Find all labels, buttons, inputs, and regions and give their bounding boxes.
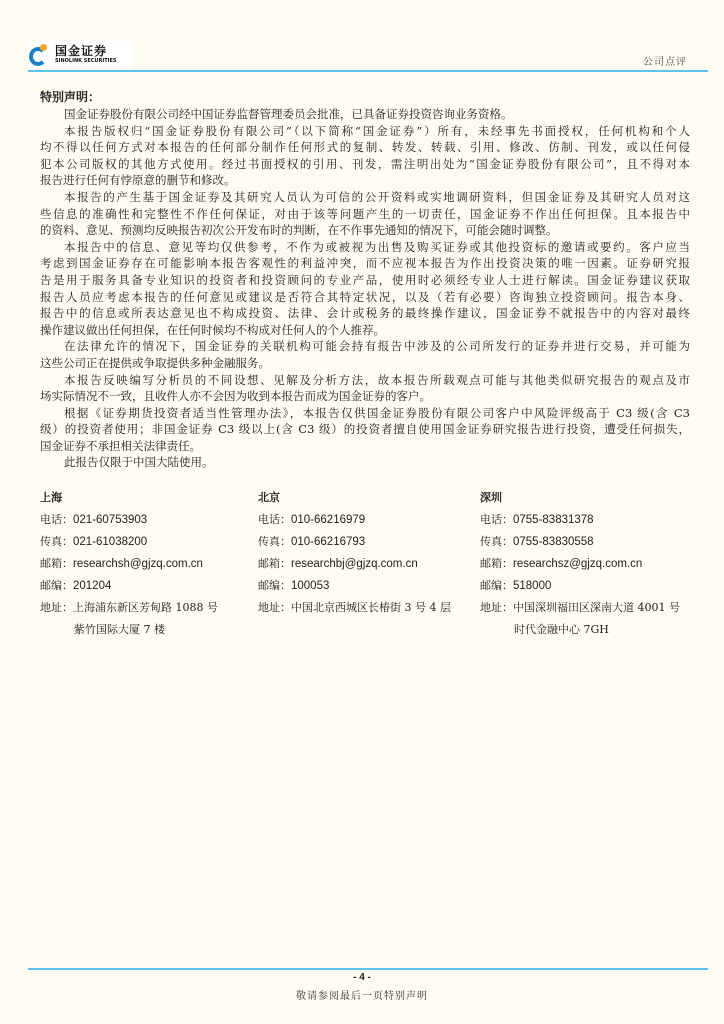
office-contact-block: [480, 489, 680, 643]
office-email-row: [40, 555, 218, 577]
paragraph-line: 些信息的准确性和完整性不作任何保证，对由于该等问题产生的一切责任，国金证券不作出任何担保。且本报告中: [40, 206, 690, 221]
office-fax-label: 传真：: [480, 535, 513, 548]
logo-mark-icon: [29, 43, 51, 67]
footer-rule: [28, 968, 708, 970]
header-rule: [28, 70, 708, 72]
paragraph-line: 告是用于服务具备专业知识的投资者和投资顾问的专业产品，使用时必须经专业人士进行解读。国金证券建议获取: [40, 272, 690, 287]
office-fax: 0755-83830558: [513, 536, 594, 548]
disclaimer-paragraph: [40, 372, 690, 405]
office-fax-row: [480, 533, 680, 555]
footer-note: 敬请参阅最后一页特别声明: [296, 991, 428, 1002]
office-address-label: 地址：: [480, 601, 513, 614]
office-address-row: [40, 599, 218, 621]
logo-en-text: SINOLINK SECURITIES: [55, 58, 117, 64]
office-zip-label: 邮编：: [480, 579, 513, 592]
paragraph-line: 报告中的信息或所表达意见也不构成投资、法律、会计或税务的最终操作建议，国金证券不就报告中的内容对最终: [40, 306, 690, 321]
office-phone-row: [40, 511, 218, 533]
disclaimer-paragraph: [40, 123, 690, 189]
paragraph-line: 的资料、意见、预测均反映报告初次公开发布时的判断，在不作事先通知的情况下，可能会随时调整。: [40, 223, 558, 238]
paragraph-line: 根据《证券期货投资者适当性管理办法》，本报告仅供国金证券股份有限公司客户中风险评级高于 C3 级(含 C3: [64, 405, 690, 420]
paragraph-line: 本报告中的信息、意见等均仅供参考，不作为或被视为出售及购买证券或其他投资标的邀请或要约。客户应当: [64, 239, 690, 254]
office-address-row: [258, 599, 451, 621]
office-city: 北京: [258, 491, 280, 504]
office-fax-row: [40, 533, 218, 555]
office-email-label: 邮箱：: [40, 557, 73, 570]
office-fax-row: [258, 533, 451, 555]
office-address-row: [480, 599, 680, 621]
office-zip: 201204: [73, 580, 112, 592]
paragraph-line: 考虑到国金证券存在可能影响本报告客观性的利益冲突，而不应视本报告为作出投资决策的唯一因素。证券研究报: [40, 256, 690, 271]
paragraph-line: 操作建议做出任何担保，在任何时候均不构成对任何人的个人推荐。: [40, 322, 385, 337]
office-phone: 010-66216979: [291, 514, 366, 526]
disclaimer-paragraph: [40, 454, 690, 471]
paragraph-line: 本报告反映编写分析员的不同设想、见解及分析方法，故本报告所载观点可能与其他类似研究报告的观点及市: [64, 372, 690, 387]
office-email-label: 邮箱：: [480, 557, 513, 570]
office-zip: 518000: [513, 580, 552, 592]
disclaimer-paragraph: [40, 405, 690, 455]
office-contact-block: [258, 489, 451, 621]
disclaimer-body: [40, 106, 690, 471]
office-email: researchsh@gjzq.com.cn: [73, 558, 203, 570]
paragraph-line: 此报告仅限于中国大陆使用。: [64, 455, 214, 470]
office-email-row: [480, 555, 680, 577]
office-email: researchsz@gjzq.com.cn: [513, 558, 643, 570]
office-zip-row: [480, 577, 680, 599]
office-contact-block: [40, 489, 218, 643]
disclaimer-heading: 特别声明：: [40, 90, 101, 104]
office-address: 上海浦东新区芳甸路 1088 号: [73, 601, 218, 614]
company-logo: [27, 41, 133, 68]
office-phone-label: 电话：: [480, 513, 513, 526]
office-email-label: 邮箱：: [258, 557, 291, 570]
office-zip-row: [258, 577, 451, 599]
disclaimer-paragraph: [40, 338, 690, 371]
disclaimer-paragraph: [40, 239, 690, 339]
office-email: researchbj@gjzq.com.cn: [291, 558, 418, 570]
office-address: 中国北京西城区长椿街 3 号 4 层: [291, 601, 451, 614]
paragraph-line: 国金证券不承担相关法律责任。: [40, 438, 201, 453]
office-phone-label: 电话：: [40, 513, 73, 526]
office-phone-label: 电话：: [258, 513, 291, 526]
office-phone: 0755-83831378: [513, 514, 594, 526]
office-address-line2: 紫竹国际大厦 7 楼: [74, 623, 165, 636]
office-city: 上海: [40, 491, 62, 504]
office-fax: 021-61038200: [73, 536, 148, 548]
office-phone: 021-60753903: [73, 514, 148, 526]
office-address-label: 地址：: [258, 601, 291, 614]
paragraph-line: 本报告的产生基于国金证券及其研究人员认为可信的公开资料或实地调研资料，但国金证券及其研究人员对这: [64, 189, 690, 204]
office-phone-row: [480, 511, 680, 533]
paragraph-line: 场实际情况不一致，且收件人亦不会因为收到本报告而成为国金证券的客户。: [40, 389, 431, 404]
office-zip: 100053: [291, 580, 330, 592]
paragraph-line: 报告人员应考虑本报告的任何意见或建议是否符合其特定状况，以及（若有必要）咨询独立投资顾问。报告本身、: [40, 289, 690, 304]
paragraph-line: 均不得以任何方式对本报告的任何部分制作任何形式的复制、转发、转载、引用、修改、仿制、刊发，或以任何侵: [40, 140, 690, 155]
paragraph-line: 级）的投资者使用；非国金证券 C3 级以上(含 C3 级）的投资者擅自使用国金证券研究报告进行投资，遭受任何损失，: [40, 422, 690, 437]
paragraph-line: 本报告版权归“国金证券股份有限公司”（以下简称“国金证券”）所有，未经事先书面授权，任何机构和个人: [64, 123, 690, 138]
office-phone-row: [258, 511, 451, 533]
office-city: 深圳: [480, 491, 502, 504]
office-fax: 010-66216793: [291, 536, 366, 548]
paragraph-line: 国金证券股份有限公司经中国证券监督管理委员会批准，已具备证券投资咨询业务资格。: [64, 107, 513, 121]
paragraph-line: 在法律允许的情况下，国金证券的关联机构可能会持有报告中涉及的公司所发行的证券并进行交易，并可能为: [64, 339, 690, 354]
office-address-label: 地址：: [40, 601, 73, 614]
office-fax-label: 传真：: [258, 535, 291, 548]
office-zip-label: 邮编：: [258, 579, 291, 592]
office-address-line2: 时代金融中心 7GH: [514, 623, 609, 636]
report-type: 公司点评: [643, 57, 687, 68]
office-zip-row: [40, 577, 218, 599]
disclaimer-paragraph: [40, 189, 690, 239]
office-fax-label: 传真：: [40, 535, 73, 548]
disclaimer-paragraph: [40, 106, 690, 123]
paragraph-line: 报告进行任何有悖原意的删节和修改。: [40, 173, 236, 188]
office-email-row: [258, 555, 451, 577]
office-zip-label: 邮编：: [40, 579, 73, 592]
logo-cn-text: 国金证券: [55, 44, 108, 58]
paragraph-line: 这些公司正在提供或争取提供多种金融服务。: [40, 355, 270, 370]
office-address: 中国深圳福田区深南大道 4001 号: [513, 601, 680, 614]
page-number: - 4 -: [353, 972, 371, 983]
paragraph-line: 犯本公司版权的其他方式使用。经过书面授权的引用、刊发，需注明出处为“国金证券股份有限公司”，且不得对本: [40, 156, 690, 171]
